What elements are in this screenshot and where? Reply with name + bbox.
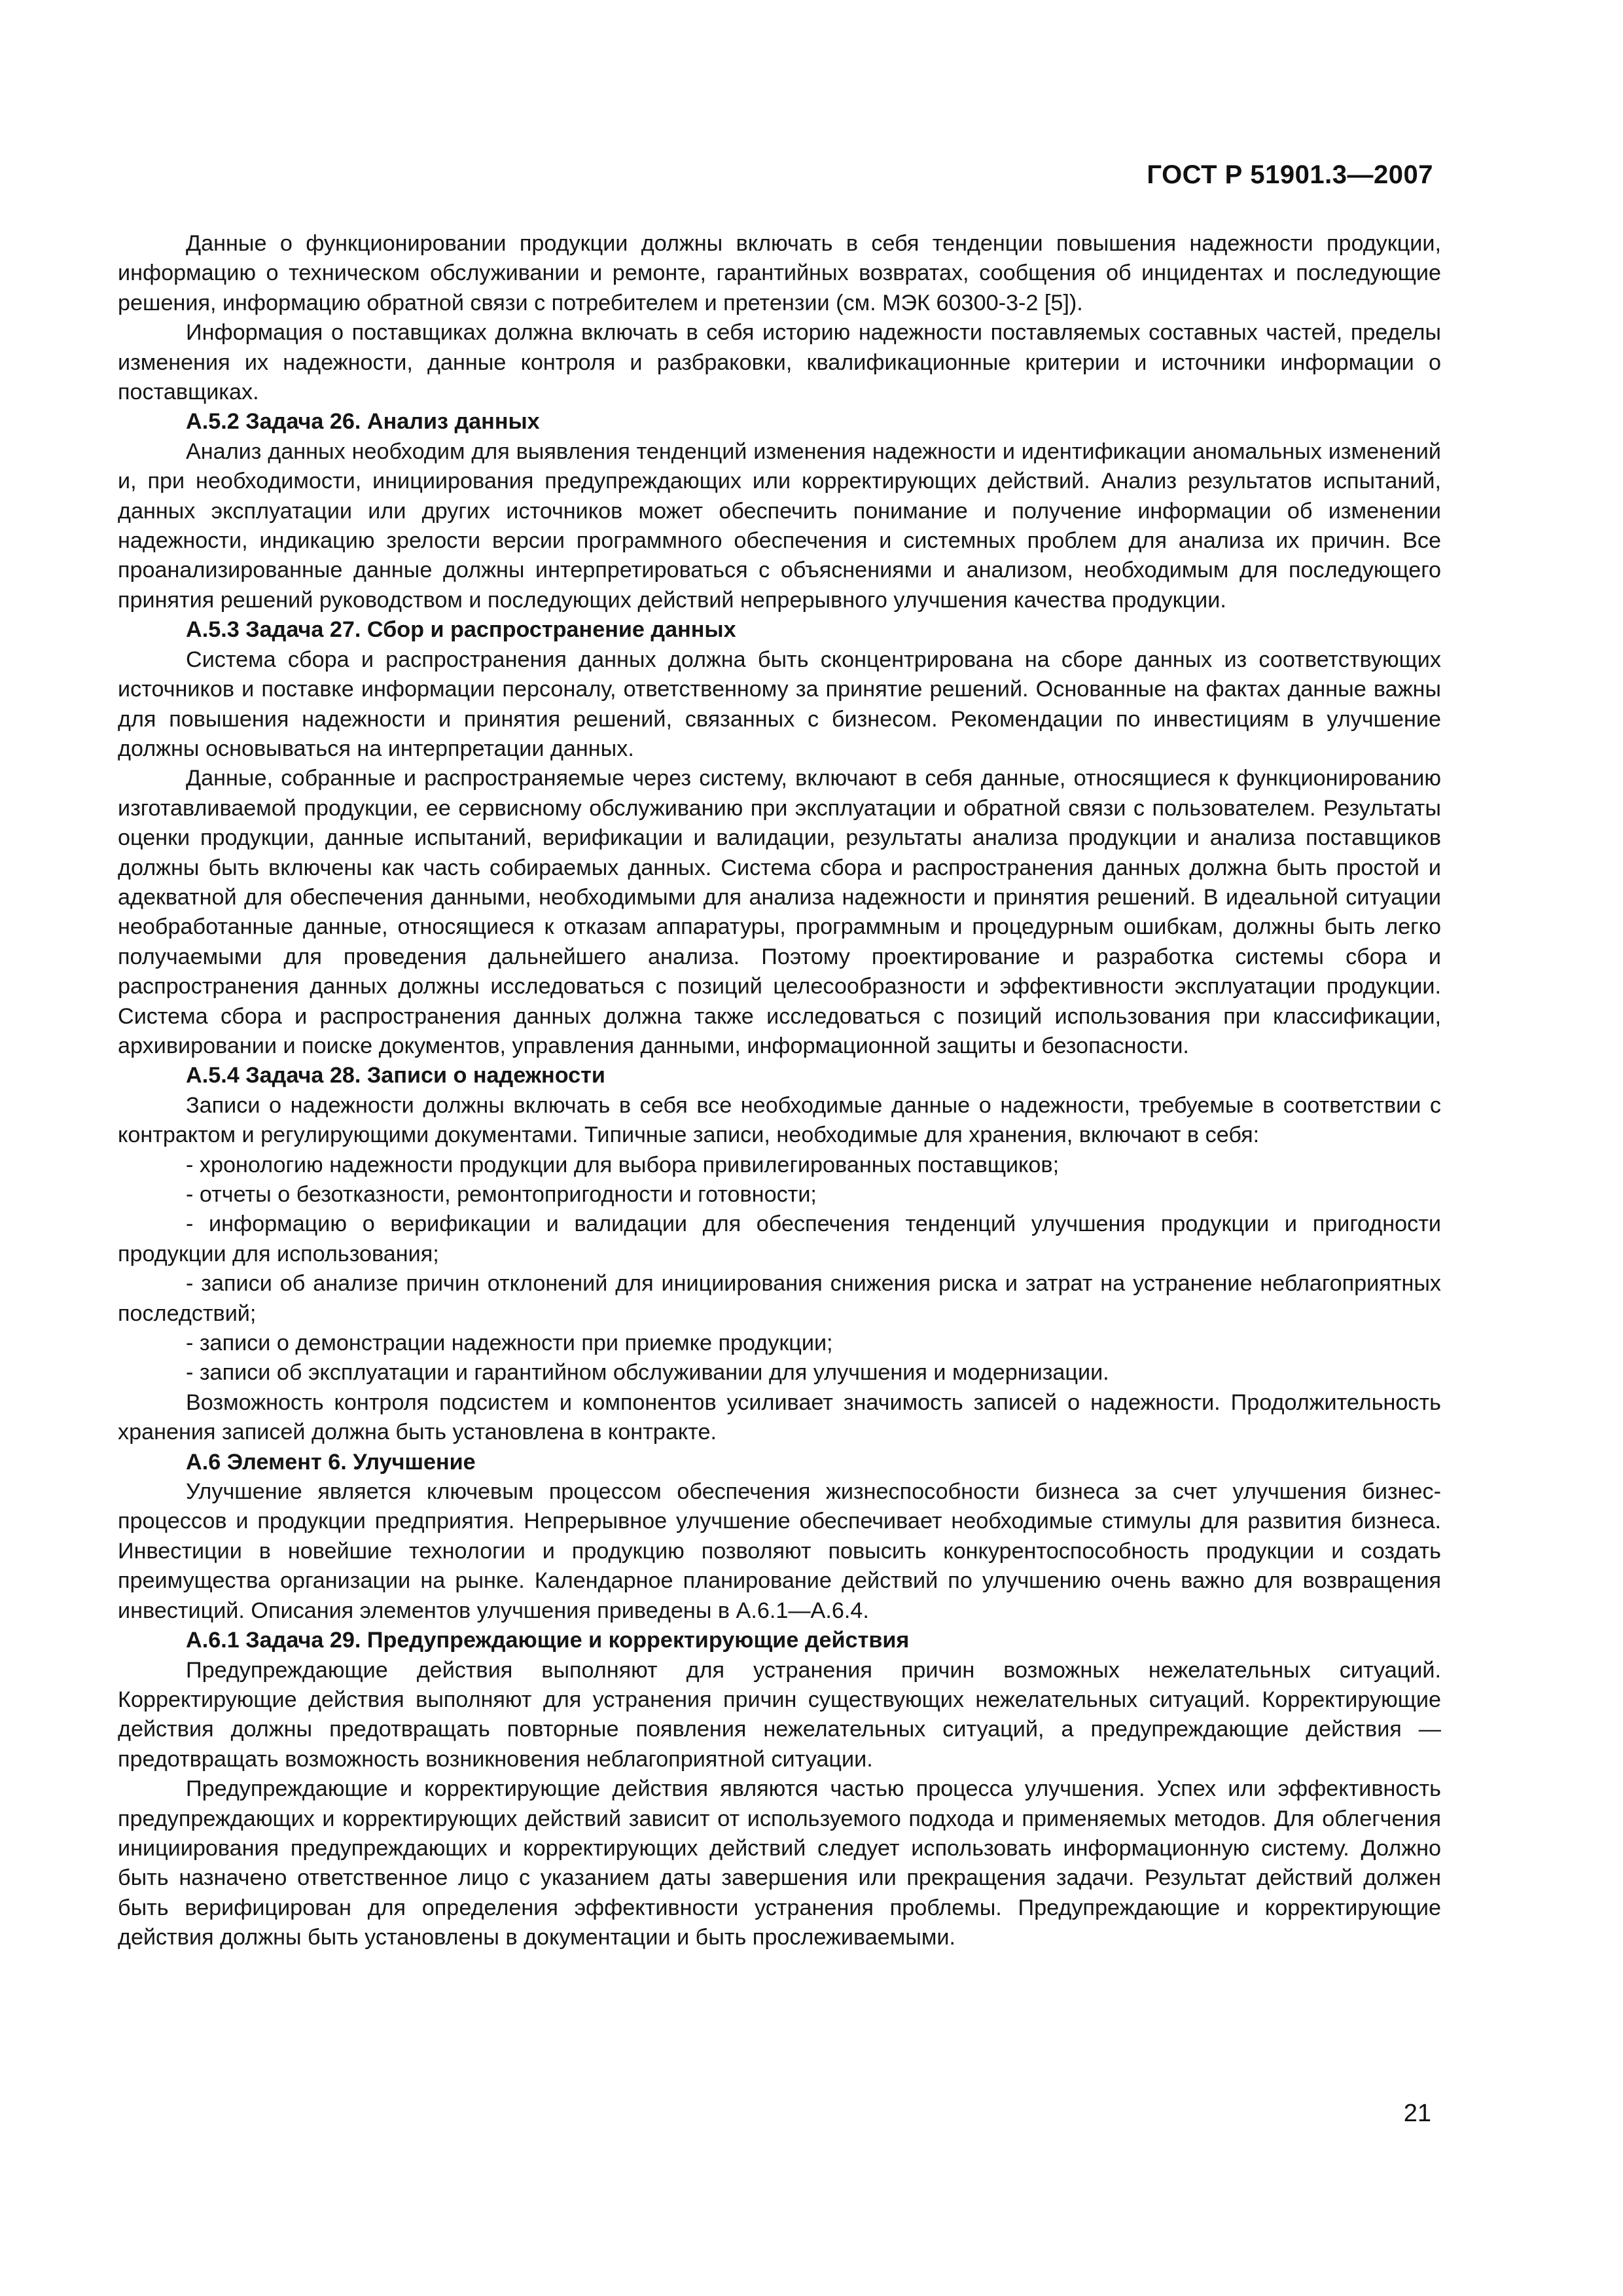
list-item: - информацию о верификации и валидации для обеспечения тенденций улучшения продукции и пригодности продукции для использования; — [118, 1211, 1441, 1266]
paragraph: Записи о надежности должны включать в себя все необходимые данные о надежности, требуемые в соответствии с контрактом и регулирующими документами. Типичные записи, необходимые для хранения, включают в себя: — [118, 1092, 1441, 1148]
paragraph: Система сбора и распространения данных должна быть сконцентрирована на сборе данных из соответствующих источников и поставке информации персоналу, ответственному за принятие решений. Основанные на фактах данные важны для повышения надежности и принятия решений, связанных с бизнесом. Рекомендации по инвестициям в улучшение должны основываться на интерпретации данных. — [118, 647, 1441, 761]
paragraph: Предупреждающие действия выполняют для устранения причин возможных нежелательных ситуаций. Корректирующие действия выполняют для устранения причин существующих нежелательных ситуаций. Корректирующие действия должны предотвращать повторные появления нежелательных ситуаций, а предупреждающие действия — предотвращать возможность возникновения неблагоприятной ситуации. — [118, 1657, 1441, 1772]
list-item: - хронологию надежности продукции для выбора привилегированных поставщиков; — [186, 1152, 1060, 1177]
list-item: - записи об эксплуатации и гарантийном обслуживании для улучшения и модернизации. — [186, 1360, 1109, 1386]
paragraph: Предупреждающие и корректирующие действия являются частью процесса улучшения. Успех или эффективность предупреждающих и корректирующих действий зависит от используемого подхода и применяемых методов. Для облегчения инициирования предупреждающих и корректирующих действий следует использовать информационную систему. Должно быть назначено ответственное лицо с указанием даты завершения или прекращения задачи. Результат действий должен быть верифицирован для определения эффективности устранения проблемы. Предупреждающие и корректирующие действия должны быть установлены в документации и быть прослеживаемыми. — [118, 1776, 1441, 1950]
paragraph: Улучшение является ключевым процессом обеспечения жизнеспособности бизнеса за счет улучшения бизнес-процессов и продукции предприятия. Непрерывное улучшение обеспечивает необходимые стимулы для развития бизнеса. Инвестиции в новейшие технологии и продукцию позволяют повысить конкурентоспособность продукции и создать преимущества организации на рынке. Календарное планирование действий по улучшению очень важно для возвращения инвестиций. Описания элементов улучшения приведены в А.6.1—А.6.4. — [118, 1479, 1441, 1623]
paragraph: Информация о поставщиках должна включать в себя историю надежности поставляемых составных частей, пределы изменения их надежности, данные контроля и разбраковки, квалификационные критерии и источники информации о поставщиках. — [118, 320, 1441, 405]
section-heading: А.6 Элемент 6. Улучшение — [186, 1449, 476, 1475]
list-item: - отчеты о безотказности, ремонтопригодности и готовности; — [186, 1182, 817, 1207]
section-heading: А.5.2 Задача 26. Анализ данных — [186, 409, 540, 435]
paragraph: Анализ данных необходим для выявления тенденций изменения надежности и идентификации аномальных изменений и, при необходимости, инициирования предупреждающих или корректирующих действий. Анализ результатов испытаний, данных эксплуатации или других источников может обеспечить понимание и получение информации об изменении надежности, индикацию зрелости версии программного обеспечения и системных проблем для анализа их причин. Все проанализированные данные должны интерпретироваться с объяснениями и анализом, необходимым для последующего принятия решений руководством и последующих действий непрерывного улучшения качества продукции. — [118, 439, 1441, 613]
list-item: - записи о демонстрации надежности при приемке продукции; — [186, 1331, 833, 1356]
section-heading: А.5.3 Задача 27. Сбор и распространение данных — [186, 617, 736, 643]
document-body — [118, 229, 1441, 1953]
section-heading: А.6.1 Задача 29. Предупреждающие и корректирующие действия — [186, 1628, 910, 1653]
paragraph: Данные о функционировании продукции должны включать в себя тенденции повышения надежности продукции, информацию о техническом обслуживании и ремонте, гарантийных возвратах, сообщения об инцидентах и последующие решения, информацию обратной связи с потребителем и претензии (см. МЭК 60300-3-2 [5]). — [118, 231, 1441, 315]
paragraph: Возможность контроля подсистем и компонентов усиливает значимость записей о надежности. Продолжительность хранения записей должна быть установлена в контракте. — [118, 1390, 1441, 1445]
standard-id: ГОСТ Р 51901.3—2007 — [1147, 160, 1433, 189]
page-number: 21 — [1403, 2100, 1431, 2127]
list-item: - записи об анализе причин отклонений для инициирования снижения риска и затрат на устранение неблагоприятных последствий; — [118, 1271, 1441, 1326]
section-heading: А.5.4 Задача 28. Записи о надежности — [186, 1063, 605, 1088]
paragraph: Данные, собранные и распространяемые через систему, включают в себя данные, относящиеся к функционированию изготавливаемой продукции, ее сервисному обслуживанию при эксплуатации и обратной связи с пользователем. Результаты оценки продукции, данные испытаний, верификации и валидации, результаты анализа продукции и анализа поставщиков должны быть включены как часть собираемых данных. Система сбора и распространения данных должна быть простой и адекватной для обеспечения данными, необходимыми для анализа надежности и принятия решений. В идеальной ситуации необработанные данные, относящиеся к отказам аппаратуры, программным и процедурным ошибкам, должны быть легко получаемыми для проведения дальнейшего анализа. Поэтому проектирование и разработка системы сбора и распространения данных должны исследоваться с позиций целесообразности и эффективности эксплуатации продукции. Система сбора и распространения данных должна также исследоваться с позиций использования при классификации, архивировании и поиске документов, управления данными, информационной защиты и безопасности. — [118, 766, 1441, 1058]
